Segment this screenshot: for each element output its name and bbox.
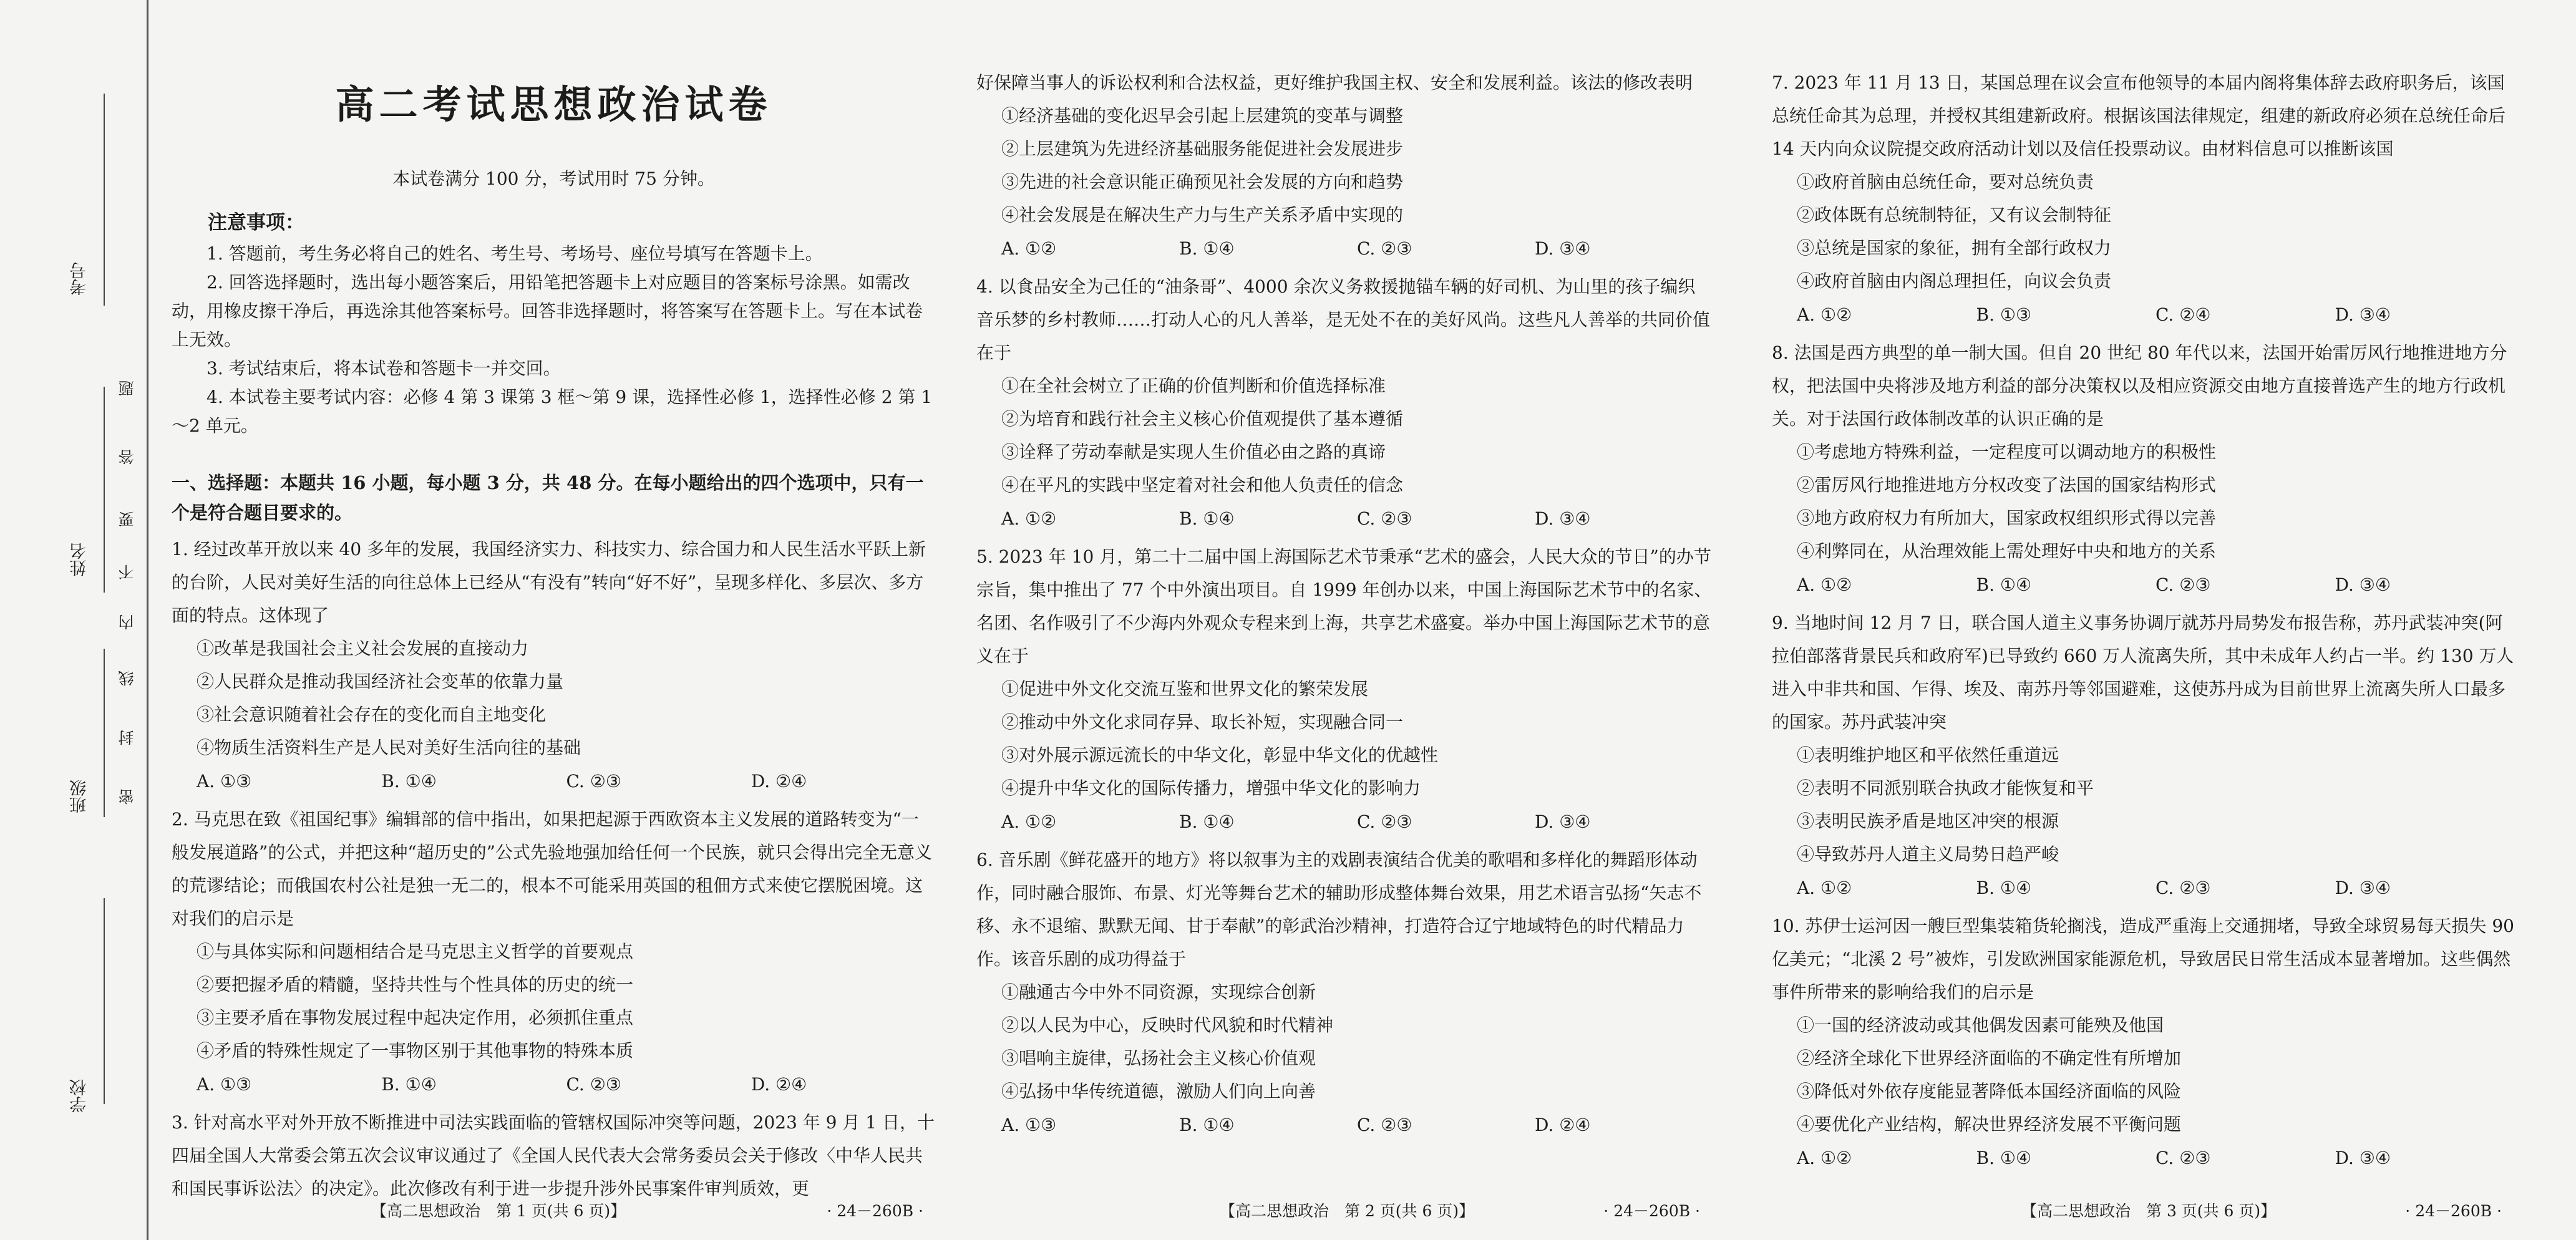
answer-choice: B. ①③	[1976, 304, 2032, 325]
page-2-column	[976, 0, 1713, 1240]
statement-option: ③社会意识随着社会存在的变化而自主地变化	[197, 704, 547, 725]
statement-option: ④社会发展是在解决生产力与生产关系矛盾中实现的	[1001, 205, 1404, 225]
statement-option: ①促进中外文化交流互鉴和世界文化的繁荣发展	[1001, 679, 1369, 699]
statement-option: ①融通古今中外不同资源，实现综合创新	[1001, 982, 1316, 1002]
answer-choice: C. ②③	[1357, 508, 1412, 529]
school-line	[104, 898, 105, 1104]
answer-choice: B. ①④	[1976, 1148, 2032, 1168]
statement-option: ④要优化产业结构，解决世界经济发展不平衡问题	[1797, 1114, 2182, 1135]
statement-option: ②要把握矛盾的精髓，坚持共性与个性具体的历史的统一	[197, 974, 634, 995]
seal-char: 内	[118, 614, 136, 630]
answer-choice: C. ②③	[2156, 1148, 2211, 1168]
statement-option: ①一国的经济波动或其他偶发因素可能殃及他国	[1797, 1015, 2164, 1035]
question	[1772, 336, 2514, 603]
statement-option: ③唱响主旋律，弘扬社会主义核心价值观	[1001, 1048, 1316, 1068]
statement-option: ②政体既有总统制特征，又有议会制特征	[1797, 205, 2112, 225]
statement-option: ②上层建筑为先进经济基础服务能促进社会发展进步	[1001, 138, 1404, 159]
statement-option: ③表明民族矛盾是地区冲突的根源	[1797, 811, 2059, 831]
question	[172, 533, 936, 799]
answer-choices	[1772, 568, 2514, 603]
answer-choice: C. ②③	[2156, 574, 2211, 595]
notice-item: 1. 答题前，考生务必将自己的姓名、考生号、考场号、座位号填写在答题卡上。	[207, 243, 823, 264]
answer-choices	[1772, 871, 2514, 906]
seal-char: 题	[118, 380, 136, 396]
answer-choices	[976, 231, 1713, 266]
answer-choice: B. ①④	[381, 1074, 437, 1095]
statement-option: ④弘扬中华传统道德，激励人们向上向善	[1001, 1081, 1316, 1102]
answer-choice: B. ①④	[1179, 811, 1235, 832]
statement-option: ②以人民为中心，反映时代风貌和时代精神	[1001, 1015, 1334, 1035]
footer-code: · 24－260B ·	[827, 1202, 923, 1220]
answer-choice: A. ①②	[1797, 1148, 1852, 1168]
name-label: 姓名	[70, 543, 89, 576]
answer-choice: D. ②④	[1535, 1115, 1591, 1135]
answer-choices	[172, 764, 936, 799]
statement-option: ③降低对外依存度能显著降低本国经济面临的风险	[1797, 1081, 2182, 1102]
statement-option: ④政府首脑由内阁总理担任，向议会负责	[1797, 271, 2112, 291]
statement-option: ①政府首脑由总统任命，要对总统负责	[1797, 172, 2094, 192]
question-list	[172, 533, 936, 1205]
notice-item: 3. 考试结束后，将本试卷和答题卡一并交回。	[207, 358, 561, 379]
answer-choice: A. ①②	[1797, 878, 1852, 898]
answer-choices	[976, 805, 1713, 840]
statement-option: ②人民群众是推动我国经济社会变革的依靠力量	[197, 671, 564, 692]
answer-choice: A. ①②	[1001, 508, 1057, 529]
answer-choice: B. ①④	[1976, 574, 2032, 595]
statement-option: ①在全社会树立了正确的价值判断和价值选择标准	[1001, 375, 1386, 396]
question	[976, 843, 1713, 1143]
answer-choice: C. ②③	[566, 771, 621, 792]
statement-option: ②为培育和践行社会主义核心价值观提供了基本遵循	[1001, 409, 1404, 429]
answer-choice: C. ②③	[1357, 811, 1412, 832]
page-footer	[172, 1199, 936, 1221]
statement-option: ③地方政府权力有所加大，国家政权组织形式得以完善	[1797, 508, 2217, 528]
statement-option: ③总统是国家的象征，拥有全部行政权力	[1797, 238, 2112, 258]
question-stem: 8. 法国是西方典型的单一制大国。但自 20 世纪 80 年代以来，法国开始雷厉风行地推进地方分权，把法国中央将涉及地方利益的部分决策权以及相应资源交由地方直接普选产生的地方行政机关。对于法国行政体制改革的认识正确的是	[1772, 342, 2507, 429]
answer-choices	[172, 1067, 936, 1102]
question-list	[1772, 66, 2514, 1176]
statement-option: ④矛盾的特殊性规定了一事物区别于其他事物的特殊本质	[197, 1040, 634, 1061]
school-label: 学校	[70, 1079, 89, 1113]
question-stem: 2. 马克思在致《祖国纪事》编辑部的信中指出，如果把起源于西欧资本主义发展的道路转变为“一般发展道路”的公式，并把这种“超历史的”公式先验地强加给任何一个民族，就只会得出完全无意义的荒谬结论；而俄国农村公社是独一无二的，根本不可能采用英国的租佃方式来使它摆脱困境。这对我们的启示是	[172, 809, 932, 929]
page-footer	[976, 1199, 1713, 1221]
answer-choice: D. ②④	[751, 771, 807, 792]
question-stem: 4. 以食品安全为己任的“油条哥”、4000 余次义务救援抛锚车辆的好司机、为山里的孩子编织音乐梦的乡村教师……打动人心的凡人善举，是无处不在的美好风尚。这些凡人善举的共同价值在于	[976, 276, 1711, 363]
page-3-column	[1772, 0, 2514, 1240]
answer-choice: A. ①②	[1797, 304, 1852, 325]
question-stem: 3. 针对高水平对外开放不断推进中司法实践面临的管辖权国际冲突等问题，2023 年 9 月 1 日，十四届全国人大常委会第五次会议审议通过了《全国人民代表大会常务委员会关于修改〈中华人民共和国民事诉讼法〉的决定》。此次修改有利于进一步提升涉外民事案件审判质效，更	[172, 1112, 935, 1199]
seal-char: 封	[118, 730, 136, 745]
footer-code: · 24－260B ·	[2405, 1202, 2502, 1220]
statement-option: ④在平凡的实践中坚定着对社会和他人负责任的信念	[1001, 475, 1404, 495]
binding-margin	[0, 0, 148, 1240]
answer-choice: A. ①②	[1001, 811, 1057, 832]
statement-option: ③对外展示源远流长的中华文化，彰显中华文化的优越性	[1001, 745, 1439, 765]
statement-option: ②经济全球化下世界经济面临的不确定性有所增加	[1797, 1048, 2182, 1068]
answer-choice: A. ①②	[1797, 574, 1852, 595]
statement-option: ④物质生活资料生产是人民对美好生活向往的基础	[197, 737, 581, 758]
footer-page-label: 【高二思想政治 第 1 页(共 6 页)】	[371, 1202, 626, 1220]
statement-option: ②推动中外文化求同存异、取长补短，实现融合同一	[1001, 712, 1404, 732]
statement-option: ②雷厉风行地推进地方分权改变了法国的国家结构形式	[1797, 475, 2217, 495]
notice-heading: 注意事项：	[208, 211, 304, 234]
question-stem: 好保障当事人的诉讼权利和合法权益，更好维护我国主权、安全和发展利益。该法的修改表明	[976, 72, 1693, 93]
question	[976, 66, 1713, 266]
answer-choice: D. ③④	[1535, 238, 1591, 259]
answer-choice: C. ②③	[2156, 878, 2211, 898]
answer-choice: C. ②③	[1357, 1115, 1412, 1135]
statement-option: ③先进的社会意识能正确预见社会发展的方向和趋势	[1001, 172, 1404, 192]
seal-char: 线	[118, 671, 136, 686]
footer-code: · 24－260B ·	[1603, 1202, 1700, 1220]
page-1-column	[172, 0, 936, 1240]
question	[1772, 606, 2514, 906]
question-stem: 7. 2023 年 11 月 13 日，某国总理在议会宣布他领导的本届内阁将集体辞去政府职务后，该国总统任命其为总理，并授权其组建新政府。根据该国法律规定，组建的新政府必须在总统任命后 14 天内向众议院提交政府活动计划以及信任投票动议。由材料信息可以推断该国	[1772, 72, 2506, 159]
statement-option: ①与具体实际和问题相结合是马克思主义哲学的首要观点	[197, 941, 634, 962]
answer-choice: B. ①④	[1179, 508, 1235, 529]
answer-choice: C. ②③	[566, 1074, 621, 1095]
page-footer	[1772, 1199, 2514, 1221]
answer-choice: D. ②④	[751, 1074, 807, 1095]
question	[172, 1106, 936, 1205]
notice-list	[172, 240, 936, 440]
seal-char: 答	[118, 449, 136, 465]
statement-option: ④利弊同在，从治理效能上需处理好中央和地方的关系	[1797, 541, 2217, 561]
seal-char: 不	[118, 564, 136, 580]
answer-choice: C. ②③	[1357, 238, 1412, 259]
question	[976, 270, 1713, 536]
exam-title: 高二考试思想政治试卷	[335, 82, 772, 127]
statement-option: ①表明维护地区和平依然任重道远	[1797, 745, 2059, 765]
question	[172, 803, 936, 1102]
question	[1772, 909, 2514, 1176]
seal-char: 密	[118, 789, 136, 805]
section-heading: 一、选择题：本题共 16 小题，每小题 3 分，共 48 分。在每小题给出的四个选项中，只有一个是符合题目要求的。	[172, 472, 924, 523]
statement-option: ④提升中华文化的国际传播力，增强中华文化的影响力	[1001, 778, 1421, 798]
answer-choice: B. ①④	[1179, 238, 1235, 259]
question-list	[976, 66, 1713, 1143]
notice-item: 2. 回答选择题时，选出每小题答案后，用铅笔把答题卡上对应题目的答案标号涂黑。如需改动，用橡皮擦干净后，再选涂其他答案标号。回答非选择题时，将答案写在答题卡上。写在本试卷上无效。	[172, 272, 923, 350]
question	[1772, 66, 2514, 332]
answer-choice: A. ①③	[1001, 1115, 1057, 1135]
answer-choice: D. ③④	[1535, 508, 1591, 529]
name-line	[104, 387, 105, 593]
answer-choice: D. ③④	[2335, 304, 2391, 325]
answer-choice: A. ①③	[197, 771, 252, 792]
exam-number-label: 考号	[70, 262, 89, 296]
statement-option: ②表明不同派别联合执政才能恢复和平	[1797, 778, 2094, 798]
statement-option: ①经济基础的变化迟早会引起上层建筑的变革与调整	[1001, 105, 1404, 126]
answer-choices	[1772, 298, 2514, 332]
answer-choices	[1772, 1141, 2514, 1176]
answer-choice: C. ②④	[2156, 304, 2211, 325]
question-stem: 10. 苏伊士运河因一艘巨型集装箱货轮搁浅，造成严重海上交通拥堵，导致全球贸易每天损失 90 亿美元；“北溪 2 号”被炸，引发欧洲国家能源危机，导致居民日常生活成本显著增加。这些偶然事件所带来的影响给我们的启示是	[1772, 916, 2514, 1002]
answer-choice: B. ①④	[381, 771, 437, 792]
question-stem: 9. 当地时间 12 月 7 日，联合国人道主义事务协调厅就苏丹局势发布报告称，苏丹武装冲突(阿拉伯部落背景民兵和政府军)已导致约 660 万人流离失所，其中未成年人约占一半。约 130 万人进入中非共和国、乍得、埃及、南苏丹等邻国避难，这使苏丹成为目前世界上流离失所人口最多的国家。苏丹武装冲突	[1772, 613, 2514, 732]
answer-choices	[976, 501, 1713, 536]
statement-option: ③主要矛盾在事物发展过程中起决定作用，必须抓住重点	[197, 1007, 634, 1028]
question-stem: 1. 经过改革开放以来 40 多年的发展，我国经济实力、科技实力、综合国力和人民生活水平跃上新的台阶，人民对美好生活的向往总体上已经从“有没有”转向“好不好”，呈现多样化、多层次、多方面的特点。这体现了	[172, 539, 926, 626]
footer-page-label: 【高二思想政治 第 3 页(共 6 页)】	[2021, 1202, 2277, 1220]
statement-option: ①考虑地方特殊利益，一定程度可以调动地方的积极性	[1797, 442, 2217, 462]
answer-choice: B. ①④	[1179, 1115, 1235, 1135]
footer-page-label: 【高二思想政治 第 2 页(共 6 页)】	[1220, 1202, 1475, 1220]
question-stem: 6. 音乐剧《鲜花盛开的地方》将以叙事为主的戏剧表演结合优美的歌唱和多样化的舞蹈形体动作，同时融合服饰、布景、灯光等舞台艺术的辅助形成整体舞台效果，用艺术语言弘扬“矢志不移、永不退缩、默默无闻、甘于奉献”的彰武治沙精神，打造符合辽宁地域特色的时代精品力作。该音乐剧的成功得益于	[976, 850, 1702, 969]
statement-option: ③诠释了劳动奉献是实现人生价值必由之路的真谛	[1001, 442, 1386, 462]
exam-number-line	[104, 94, 105, 306]
question-stem: 5. 2023 年 10 月，第二十二届中国上海国际艺术节秉承“艺术的盛会，人民大众的节日”的办节宗旨，集中推出了 77 个中外演出项目。自 1999 年创办以来，中国上海国际艺术节中的名家、名团、名作吸引了不少海内外观众专程来到上海，共享艺术盛宴。举办中国上海国际艺术节的意义在于	[976, 546, 1712, 666]
answer-choices	[976, 1108, 1713, 1143]
question	[976, 540, 1713, 840]
statement-option: ①改革是我国社会主义社会发展的直接动力	[197, 638, 529, 659]
class-line	[104, 649, 105, 817]
answer-choice: D. ③④	[2335, 878, 2391, 898]
exam-subtitle: 本试卷满分 100 分，考试用时 75 分钟。	[392, 168, 715, 189]
seal-char: 要	[118, 511, 136, 527]
answer-choice: D. ③④	[2335, 1148, 2391, 1168]
answer-choice: B. ①④	[1976, 878, 2032, 898]
answer-choice: D. ③④	[2335, 574, 2391, 595]
answer-choice: D. ③④	[1535, 811, 1591, 832]
notice-item: 4. 本试卷主要考试内容：必修 4 第 3 课第 3 框～第 9 课，选择性必修 1，选择性必修 2 第 1～2 单元。	[172, 387, 933, 436]
answer-choice: A. ①③	[197, 1074, 252, 1095]
statement-option: ④导致苏丹人道主义局势日趋严峻	[1797, 844, 2059, 865]
class-label: 班级	[70, 780, 89, 813]
answer-choice: A. ①②	[1001, 238, 1057, 259]
